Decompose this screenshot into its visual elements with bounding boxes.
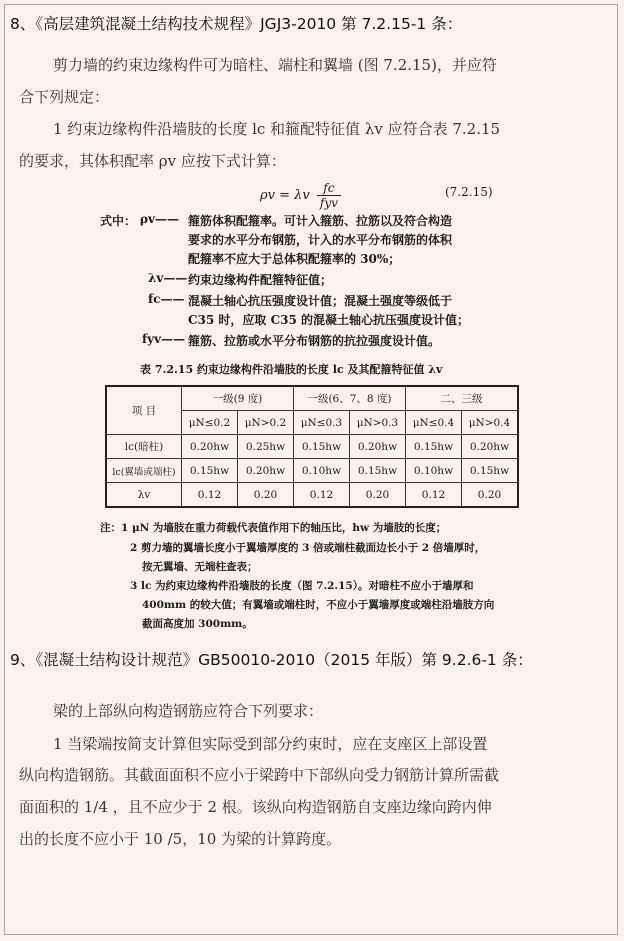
equation-number: (7.2.15) [445,185,493,199]
table-cell: 0.15hw [294,435,350,459]
formula-denominator: fyv [319,196,338,210]
lambda-desc: 约束边缘构件配箍特征值； [188,273,333,287]
row-label: λv [106,483,182,508]
table-cell: 0.25hw [238,435,294,459]
fc-desc-1: 混凝土轴心抗压强度设计值；混凝土强度等级低于 [188,294,453,308]
rho-desc-2: 要求的水平分布钢筋，计入的水平分布钢筋的体积 [188,233,453,247]
table-cell: 0.12 [294,483,350,508]
section-8-heading: 8、《高层建筑混凝土结构技术规程》JGJ3-2010 第 7.2.15-1 条： [10,15,463,33]
table-row [106,435,518,459]
item-header: 项 目 [106,386,182,435]
section-9-line3: 面面积的 1/4 ，且不应少于 2 根。该纵向构造钢筋自支座边缘向跨内伸 [19,798,492,816]
table-cell: 0.20 [350,483,406,508]
formula-fraction [317,181,341,210]
section-9-line2: 纵向构造钢筋。其截面面积不应小于梁跨中下部纵向受力钢筋计算所需截 [19,766,500,784]
section-8-para2-line1: 1 约束边缘构件沿墙肢的长度 lc 和箍配特征值 λv 应符合表 7.2.15 [53,120,501,138]
table-cell: 0.15hw [462,459,519,483]
section-8-para2-line2: 的要求，其体积配率 ρv 应按下式计算： [19,152,286,170]
fyv-symbol: fyv—— [142,332,186,346]
table-cell: 0.15hw [350,459,406,483]
fc-symbol: fc—— [148,292,185,306]
formula-lhs: ρv = λv [260,188,310,203]
section-9-heading: 9、《混凝土结构设计规范》GB50010-2010（2015 年版）第 9.2.6-1 条： [10,651,533,669]
table-cell: 0.20hw [350,435,406,459]
subheader: μN≤0.3 [294,411,350,435]
section-8-para1-line1: 剪力墙的约束边缘构件可为暗柱、端柱和翼墙 (图 7.2.15)，并应符 [53,56,497,74]
formula-numerator: fc [317,181,341,196]
formula [260,181,341,210]
section-9-line4: 出的长度不应小于 10 /5，10 为梁的计算跨度。 [19,830,342,848]
subheader: μN>0.4 [462,411,519,435]
table-cell: 0.10hw [294,459,350,483]
group-header: 二、三级 [406,386,519,411]
table-row [106,459,518,483]
subheader: μN>0.2 [238,411,294,435]
note-3-line2: 400mm 的较大值；有翼墙或端柱时，不应小于翼墙厚度或端柱沿墙肢方向 [142,599,495,611]
table-cell: 0.20hw [182,435,238,459]
rho-desc-1: 箍筋体积配箍率。可计入箍筋、拉筋以及符合构造 [188,214,453,228]
note-2-line2: 按无翼墙、无端柱查表； [142,561,258,573]
table-cell: 0.12 [182,483,238,508]
row-label: lc(暗柱) [106,435,182,459]
table-cell: 0.20hw [462,435,519,459]
scanned-excerpt [100,175,520,630]
note-3-line3: 截面高度加 300mm。 [142,618,253,630]
where-prefix: 式中： [100,214,137,228]
subheader: μN≤0.2 [182,411,238,435]
table-cell: 0.20hw [238,459,294,483]
lambda-symbol: λv—— [148,271,188,285]
note-2-line1: 2 剪力墙的翼墙长度小于翼墙厚度的 3 倍或端柱截面边长小于 2 倍墙厚时， [130,542,486,554]
table-caption: 表 7.2.15 约束边缘构件沿墙肢的长度 lc 及其配箍特征值 λv [140,363,443,376]
fc-desc-2: C35 时，应取 C35 的混凝土轴心抗压强度设计值； [188,313,470,327]
subheader: μN≤0.4 [406,411,462,435]
group-header: 一级(6、7、8 度) [294,386,406,411]
fyv-desc: 箍筋、拉筋或水平分布钢筋的抗拉强度设计值。 [188,334,441,348]
note-1: 注：1 μN 为墙肢在重力荷载代表值作用下的轴压比，hw 为墙肢的长度； [100,522,447,534]
table-cell: 0.20 [462,483,519,508]
table-cell: 0.10hw [406,459,462,483]
note-3-line1: 3 lc 为约束边缘构件沿墙肢的长度（图 7.2.15）。对暗柱不应小于墙厚和 [130,580,474,592]
section-9-line1: 1 当梁端按简支计算但实际受到部分约束时，应在支座区上部设置 [53,735,488,753]
table-cell: 0.15hw [406,435,462,459]
rho-desc-3: 配箍率不应大于总体积配箍率的 30%； [188,252,401,266]
group-header: 一级(9 度) [182,386,294,411]
section-9-intro: 梁的上部纵向构造钢筋应符合下列要求： [53,702,324,720]
table-cell: 0.12 [406,483,462,508]
data-table [105,385,519,508]
section-8-para1-line2: 合下列规定： [19,88,110,106]
table-row [106,483,518,508]
row-label: lc(翼墙或端柱) [106,459,182,483]
table-cell: 0.20 [238,483,294,508]
table-cell: 0.15hw [182,459,238,483]
rho-symbol: ρv—— [140,212,179,226]
subheader: μN>0.3 [350,411,406,435]
